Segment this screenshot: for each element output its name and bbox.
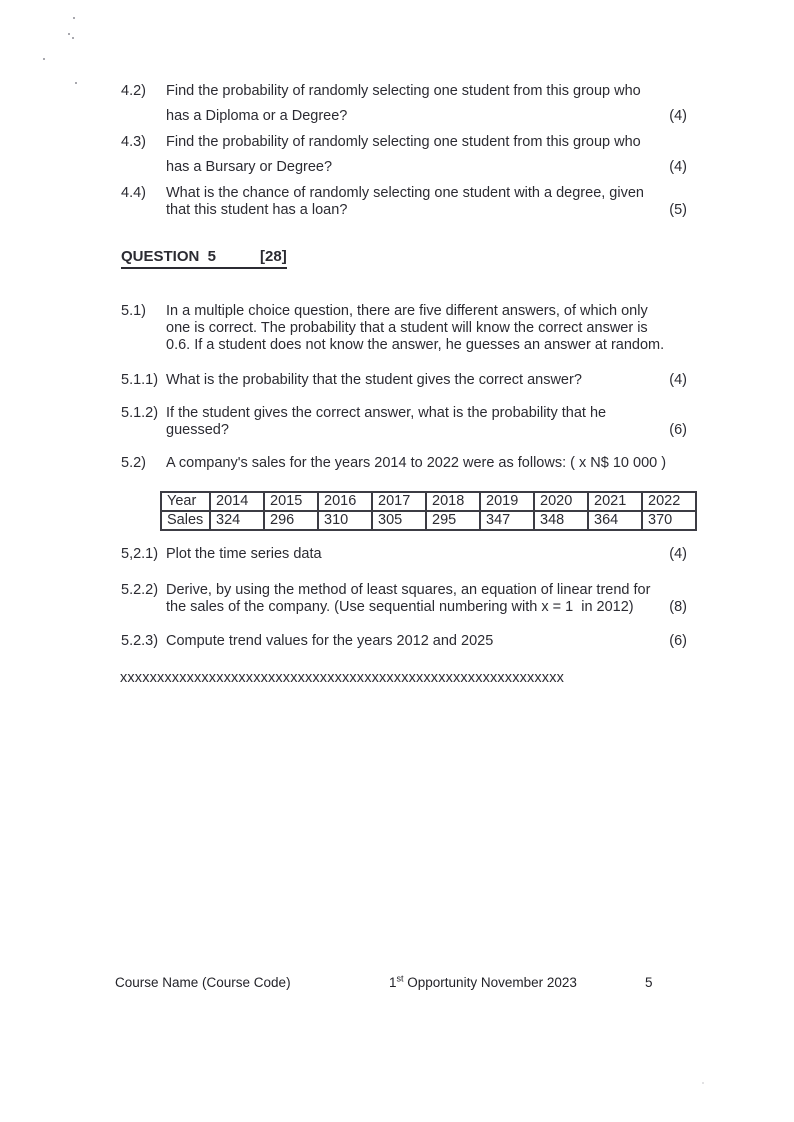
table-cell-year: 2019 xyxy=(480,492,534,511)
question-4-2-text: has a Diploma or a Degree? xyxy=(166,108,348,124)
question-5-2-3-label: 5.2.3) xyxy=(121,633,159,649)
question-5-heading xyxy=(121,248,287,269)
question-5-heading-title: QUESTION 5 xyxy=(121,248,217,265)
question-5-heading-marks: [28] xyxy=(260,248,287,265)
table-header-year: Year xyxy=(161,492,210,511)
question-4-2-line-2 xyxy=(121,107,687,125)
table-cell-year: 2021 xyxy=(588,492,642,511)
question-5-1-text: one is correct. The probability that a student will know the correct answer is xyxy=(166,320,648,336)
footer-opportunity xyxy=(389,975,577,990)
table-cell-sales: 295 xyxy=(426,511,480,530)
question-5-2-2-line-1 xyxy=(121,581,687,599)
question-5-1-text: In a multiple choice question, there are five different answers, of which only xyxy=(166,303,648,319)
end-of-questions-filler: xxxxxxxxxxxxxxxxxxxxxxxxxxxxxxxxxxxxxxxxxxxxxxxxxxxxxxxxxxxx xyxy=(120,670,564,686)
question-5-1-text: 0.6. If a student does not know the answer, he guesses an answer at random. xyxy=(166,337,665,353)
question-5-2-1-line-1 xyxy=(121,545,687,563)
question-5-2-2-label: 5.2.2) xyxy=(121,582,159,598)
question-5-2-2-text: the sales of the company. (Use sequential numbering with x = 1 in 2012) xyxy=(166,599,634,615)
scan-speck xyxy=(68,33,70,35)
table-cell-sales: 324 xyxy=(210,511,264,530)
table-cell-sales: 305 xyxy=(372,511,426,530)
table-row-sales xyxy=(161,511,696,530)
question-5-1-2-text: guessed? xyxy=(166,422,229,438)
table-cell-sales: 347 xyxy=(480,511,534,530)
table-cell-sales: 370 xyxy=(642,511,696,530)
question-5-1-2-text: If the student gives the correct answer, what is the probability that he xyxy=(166,405,607,421)
footer-page-number: 5 xyxy=(645,975,653,990)
question-5-1-label: 5.1) xyxy=(121,303,146,319)
question-4-3-line-2 xyxy=(121,158,687,176)
question-4-2-marks: (4) xyxy=(669,108,687,124)
footer-opportunity-ordinal: st xyxy=(396,973,404,984)
question-5-2-2-line-2 xyxy=(121,598,687,616)
scan-speck xyxy=(702,1082,704,1084)
question-5-2-1-label: 5,2.1) xyxy=(121,546,159,562)
sales-table xyxy=(160,491,697,531)
question-4-3-label: 4.3) xyxy=(121,134,146,150)
question-5-2-3-marks: (6) xyxy=(669,633,687,649)
question-5-1-2-marks: (6) xyxy=(669,422,687,438)
question-5-2-3-text: Compute trend values for the years 2012 and 2025 xyxy=(166,633,494,649)
table-cell-year: 2014 xyxy=(210,492,264,511)
footer-opportunity-rest: Opportunity November 2023 xyxy=(403,975,577,990)
table-cell-sales: 310 xyxy=(318,511,372,530)
question-5-2-text: A company's sales for the years 2014 to 2022 were as follows: ( x N$ 10 000 ) xyxy=(166,455,667,471)
scan-speck xyxy=(43,58,45,60)
table-cell-year: 2022 xyxy=(642,492,696,511)
table-row-year xyxy=(161,492,696,511)
question-5-2-1-text: Plot the time series data xyxy=(166,546,322,562)
footer-course-name: Course Name (Course Code) xyxy=(115,975,291,990)
question-4-4-line-2 xyxy=(121,201,687,219)
question-4-3-line-1 xyxy=(121,133,687,151)
scan-speck xyxy=(75,82,77,84)
question-4-2-label: 4.2) xyxy=(121,83,146,99)
question-5-2-label: 5.2) xyxy=(121,455,146,471)
question-5-2-3-line-1 xyxy=(121,632,687,650)
question-5-1-line-2 xyxy=(121,319,687,337)
question-5-2-2-text: Derive, by using the method of least squares, an equation of linear trend for xyxy=(166,582,651,598)
table-cell-year: 2020 xyxy=(534,492,588,511)
question-4-3-text: Find the probability of randomly selecting one student from this group who xyxy=(166,134,641,150)
question-4-4-line-1 xyxy=(121,184,687,202)
question-4-2-line-1 xyxy=(121,82,687,100)
question-5-1-1-line-1 xyxy=(121,371,687,389)
table-cell-sales: 348 xyxy=(534,511,588,530)
question-5-1-1-label: 5.1.1) xyxy=(121,372,159,388)
table-cell-year: 2015 xyxy=(264,492,318,511)
question-4-3-marks: (4) xyxy=(669,159,687,175)
table-header-sales: Sales xyxy=(161,511,210,530)
question-4-4-label: 4.4) xyxy=(121,185,146,201)
question-5-2-2-marks: (8) xyxy=(669,599,687,615)
question-4-4-text: What is the chance of randomly selecting one student with a degree, given xyxy=(166,185,644,201)
question-5-1-line-1 xyxy=(121,302,687,320)
table-cell-year: 2016 xyxy=(318,492,372,511)
question-4-4-text: that this student has a loan? xyxy=(166,202,348,218)
footer-opportunity-number: 1 xyxy=(389,975,397,990)
question-5-1-2-label: 5.1.2) xyxy=(121,405,159,421)
question-5-1-2-line-2 xyxy=(121,421,687,439)
question-5-2-1-marks: (4) xyxy=(669,546,687,562)
question-5-1-line-3 xyxy=(121,336,687,354)
table-cell-sales: 296 xyxy=(264,511,318,530)
question-4-2-text: Find the probability of randomly selecting one student from this group who xyxy=(166,83,641,99)
question-5-1-2-line-1 xyxy=(121,404,687,422)
question-4-4-marks: (5) xyxy=(669,202,687,218)
scan-speck xyxy=(72,37,74,39)
question-4-3-text: has a Bursary or Degree? xyxy=(166,159,333,175)
table-cell-sales: 364 xyxy=(588,511,642,530)
table-cell-year: 2018 xyxy=(426,492,480,511)
question-5-2-line-1 xyxy=(121,454,701,472)
question-5-1-1-text: What is the probability that the student gives the correct answer? xyxy=(166,372,582,388)
question-5-1-1-marks: (4) xyxy=(669,372,687,388)
scan-speck xyxy=(73,17,75,19)
table-cell-year: 2017 xyxy=(372,492,426,511)
